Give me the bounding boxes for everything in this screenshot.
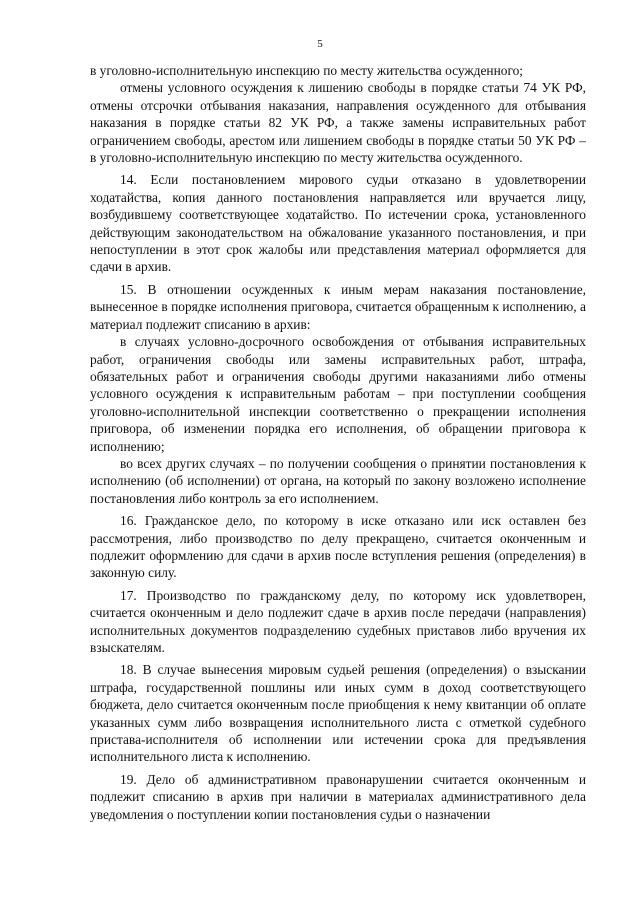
page-number: 5 — [317, 38, 323, 50]
paragraph-17: 17. Производство по гражданскому делу, по которому иск удовлетворен, считается оконченным и дело подлежит сдаче в архив после передачи (направления) исполнительных документов подразделению судебных приставов либо вручения их взыскателям. — [90, 587, 586, 655]
paragraph-16: 16. Гражданское дело, по которому в иске отказано или иск оставлен без рассмотрения, либо производство по делу прекращено, считается оконченным и подлежит оформлению для сдачи в архив после вступления решения (определения) в законную силу. — [90, 513, 586, 581]
paragraph-continuation: в уголовно-исполнительную инспекцию по месту жительства осужденного; — [90, 63, 524, 78]
paragraph-14: 14. Если постановлением мирового судьи отказано в удовлетворении ходатайства, копия данного постановления направляется или вручается лицу, возбудившему соответствующее ходатайство. По истечении срока, установленного действующим законодательством на обжалование указанного постановления, и при непоступлении в этот срок жалобы или представления материал оформляется для сдачи в архив. — [90, 172, 586, 275]
paragraph-15-case-other: во всех других случаях – по получении сообщения о принятии постановления к исполнению (об исполнении) от органа, на который по закону возложено исполнение постановления либо контроль за его исполнением. — [90, 455, 586, 506]
paragraph-15: 15. В отношении осужденных к иным мерам наказания постановление, вынесенное в порядке исполнения приговора, считается обращенным к исполнению, а материал подлежит списанию в архив: — [90, 281, 586, 332]
paragraph-15-case-parole: в случаях условно-досрочного освобождения от отбывания исправительных работ, ограничения свободы или замены исправительных работ, штрафа, обязательных работ и ограничения свободы другими наказаниями либо отмены условного осуждения к исправительным работам – при поступлении сообщения уголовно-исполнительной инспекции соответственно о прекращении исполнения приговора, об изменении порядка его исполнения, об обращении приговора к исполнению; — [90, 334, 586, 454]
paragraph-cancellation-conditions: отмены условного осуждения к лишению свободы в порядке статьи 74 УК РФ, отмены отсрочки отбывания наказания, направления осужденного для отбывания наказания в порядке статьи 82 УК РФ, а также замены исправительных работ ограничением свободы, арестом или лишением свободы в порядке статьи 50 УК РФ – в уголовно-исполнительную инспекцию по месту жительства осужденного. — [90, 80, 586, 166]
paragraph-18: 18. В случае вынесения мировым судьей решения (определения) о взыскании штрафа, государственной пошлины или иных сумм в доход соответствующего бюджета, дело считается оконченным после приобщения к нему квитанции об оплате указанных сумм либо возвращения исполнительного листа с отметкой судебного пристава-исполнителя об исполнении или истечении срока для предъявления исполнительного листа к исполнению. — [90, 662, 586, 765]
paragraph-19: 19. Дело об административном правонарушении считается оконченным и подлежит списанию в архив при наличии в материалах административного дела уведомления о поступлении копии постановления судьи о назначении — [90, 771, 586, 822]
document-body — [90, 62, 586, 823]
